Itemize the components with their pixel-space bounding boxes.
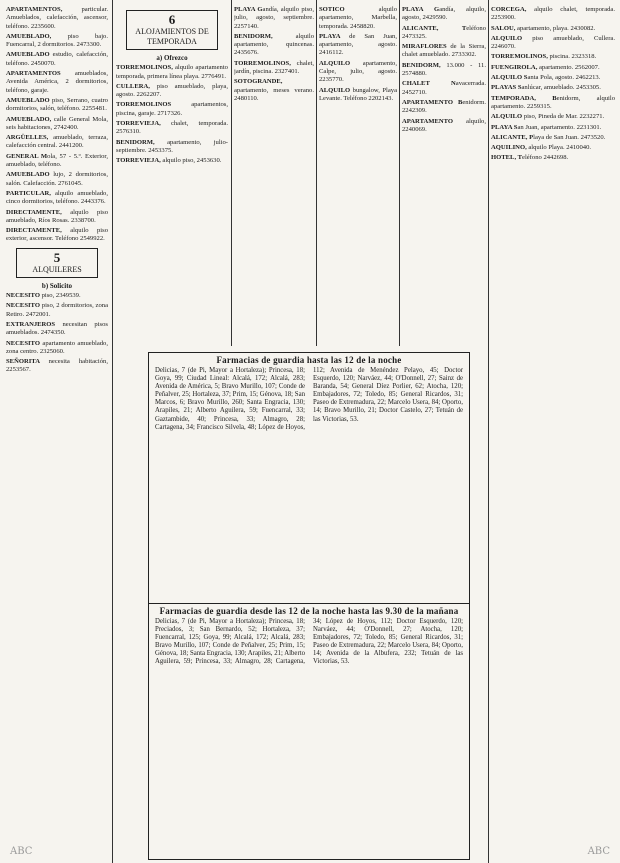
abc-logo: ABC (587, 846, 610, 857)
section-number: 6 (168, 12, 176, 27)
pharmacy-title-morning: Farmacias de guardia desde las 12 de la noche hasta las 9.30 de la mañana (159, 606, 459, 616)
pharmacy-section-night (149, 353, 469, 603)
classified-ad: TORREMOLINOS, alquilo apartamento temporada, primera línea playa. 2776491. (116, 64, 228, 80)
classified-ad: ALQUILO piso, Pineda de Mar. 2232271. (491, 113, 605, 121)
column-rule (399, 0, 400, 346)
column-rule (316, 0, 317, 346)
classified-ad: AMUEBLADO, piso bajo. Fuencarral, 2 dormitorios. 2473300. (6, 32, 108, 49)
column-rule (488, 0, 489, 863)
classified-ad: APARTAMENTOS, particular. Amueblados, calefacción, ascensor, teléfono. 2235600. (6, 6, 108, 30)
classified-ad: ALQUILO apartamento, Calpe, julio, agosto. 2235770. (319, 59, 397, 84)
classified-ad: ALQUILO bungalow, Playa Levante. Teléfono 2202143. (319, 86, 397, 102)
classified-ad: GENERAL Mola, 57 - 5.º. Exterior, amueblado, teléfono. (6, 152, 108, 169)
classified-ad: BENIDORM, apartamento, julio-septiembre. 2453375. (116, 138, 228, 154)
classified-ad: ALICANTE, Playa de San Juan. 2473520. (491, 133, 606, 141)
classified-ad: FUENGIROLA, apartamento. 2562007. (491, 63, 600, 71)
classified-ad: PLAYAS Sanlúcar, amueblado. 2453305. (491, 84, 601, 92)
classified-ad: AQUILINO, alquilo Playa. 2410040. (491, 144, 592, 152)
classified-ad: NECESITO piso, 2349539. (6, 292, 81, 300)
classified-ad: TORREMOLINOS apartamentos, piscina, garaje. 2717326. (116, 101, 228, 117)
classified-ad: APARTAMENTO Benidorm. 2242309. (402, 98, 486, 115)
classified-ad: ALQUILO piso amueblado, Cullera. 2246070. (491, 34, 615, 51)
classified-ad: AMUEBLADO lujo, 2 dormitorios, salón. Calefacción. 2761045. (6, 171, 108, 187)
classified-ad: PLAYA Gandía, alquilo piso, julio, agosto, septiembre. 2257140. (234, 6, 314, 30)
classified-ad: AMUEBLADO estudio, calefacción, teléfono. 2450070. (6, 51, 108, 67)
classified-ad: TORREMOLINOS, piscina. 2323318. (491, 53, 597, 61)
classified-ad: NECESITO piso, 2 dormitorios, zona Retiro. 2472001. (6, 302, 108, 318)
classified-ad: MIRAFLORES de la Sierra, chalet amueblado. 2733302. (402, 43, 486, 59)
classified-ad: APARTAMENTO alquilo, 2240069. (402, 117, 486, 133)
classified-ad: APARTAMENTOS amueblados, Avenida América, 2 dormitorios, teléfono, garaje. (6, 70, 108, 94)
classified-ad: AMUEBLADO piso, Serrano, cuatro dormitorios, salón, teléfono. 2255481. (6, 96, 108, 113)
classified-ad: HOTEL, Teléfono 2442698. (491, 154, 569, 162)
pharmacy-section-morning (149, 603, 469, 667)
section-title: ALOJAMIENTOS DE TEMPORADA (135, 27, 209, 46)
pharmacy-list-night: Delicias, 7 (de Pi, Mayor a Hortaleza); Princesa, 18; Goya, 99; Ciudad Lineal: Alcalá, 172; Alcalá, 283; Avenida de América, 5; Bravo Murillo, 107; Conde de Peñalver, 25; Hortaleza, 37; Prim, 15; Génova, 18; San Marcos, 6; Bravo Murillo, 260; Santa Engracia, 130; Arapiles, 21; Alberto Aguilera, 59; Fuencarral, 33; Gaztambide, 40; Princesa, 33; Almagro, 28; Cartagena, 34; Francisco Silvela, 48; López de Hoyos, 112; Avenida de Menéndez Pelayo, 45; Doctor Esquerdo, 120; Narváez, 44; O'Donnell, 27; Sainz de Baranda, 54; General Díez Porlier, 62; Atocha, 120; Embajadores, 72; Toledo, 85; General Ricardos, 31; Paseo de Extremadura, 22; Marcelo Usera, 84; Oporto, 14; Bravo Murillo, 21; Doctor Castelo, 27; Tetuán de las Victorias, 53. (155, 367, 463, 431)
classified-ad: AMUEBLADO, calle General Mola, seis habitaciones, 2742400. (6, 115, 108, 131)
column-5 (402, 6, 486, 346)
classified-ad: TORREVIEJA, chalet, temporada. 2576310. (116, 120, 228, 136)
section-box-alquileres (16, 248, 98, 278)
subheading: a) Ofrezco (156, 54, 188, 62)
column-3 (234, 6, 314, 346)
classified-ad: SEÑORITA necesita habitación, 2253567. (6, 358, 108, 374)
classified-ad: DIRECTAMENTE, alquilo piso exterior, ascensor. Teléfono 2549922. (6, 227, 108, 243)
classified-ad: TORREVIEJA, alquilo piso, 2453630. (116, 157, 222, 165)
pharmacy-title-night: Farmacias de guardia hasta las 12 de la noche (216, 355, 402, 365)
subheading: b) Solicito (41, 281, 73, 290)
column-4 (319, 6, 397, 346)
classified-ad: PLAYA Gandía, alquilo, agosto, 2429590. (402, 6, 486, 22)
classified-ad: CHALET Navacerrada. 2452710. (402, 80, 486, 96)
classified-ad: DIRECTAMENTE, alquilo piso amueblado, Ríos Rosas. 2338700. (6, 208, 108, 224)
classified-ad: PLAYA de San Juan, apartamento, agosto. 2416112. (319, 32, 397, 57)
classified-ad: EXTRANJEROS necesitan pisos amueblados. 2474350. (6, 320, 108, 337)
pharmacy-box (148, 352, 470, 860)
classified-ad: BENIDORM, 13.000 - 11. 2574880. (402, 61, 486, 78)
classified-ad: TEMPORADA, Benidorm, alquilo apartamento. 2259315. (491, 94, 615, 110)
classified-ad: SOTOGRANDE, apartamento, meses verano. 2480110. (234, 78, 314, 102)
classified-ad: CULLERA, piso amueblado, playa, agosto. 2262207. (116, 82, 228, 99)
classified-ad: BENIDORM, alquilo apartamento, quincenas. 2435676. (234, 32, 314, 57)
classified-ad: ARGÜELLES, amueblado, terraza, calefacción central. 2441200. (6, 134, 108, 150)
classified-ad: SALOU, apartamento, playa. 2430082. (491, 24, 596, 32)
classified-ad: SOTICO alquilo apartamento, Marbella, temporada. 2458820. (319, 6, 397, 30)
classified-ad: TORREMOLINOS, chalet, jardín, piscina. 2327401. (234, 59, 314, 76)
column-rule (231, 0, 232, 346)
column-2 (116, 6, 228, 346)
pharmacy-list-morning: Delicias, 7 (de Pi, Mayor a Hortaleza); Princesa, 18; Preciados, 3; San Bernardo, 52; Hortaleza, 37; Fuencarral, 125; Goya, 99; Alcalá, 172; Alcalá, 283; Bravo Murillo, 107; Conde de Peñalver, 25; Prim, 15; Génova, 18; Santa Engracia, 130; Arapiles, 21; Alberto Aguilera, 59; Princesa, 33; Almagro, 28; Cartagena, 34; López de Hoyos, 112; Doctor Esquerdo, 120; Narváez, 44; O'Donnell, 27; Atocha, 120; Embajadores, 72; Toledo, 85; General Ricardos, 31; Paseo de Extremadura, 22; Marcelo Usera, 84; Oporto, 14; Avenida de la Albufera, 232; Tetuán de las Victorias, 53. (155, 618, 463, 666)
section-number: 5 (53, 249, 61, 265)
abc-logo: ABC (10, 846, 33, 857)
section-title: ALQUILERES (32, 264, 82, 274)
classified-ad: PLAYA San Juan, apartamento. 2231301. (491, 123, 602, 131)
classified-ad: PARTICULAR, alquilo amueblado, cinco dormitorios, teléfono. 2443376. (6, 189, 108, 206)
classified-ad: CORCEGA, alquilo chalet, temporada. 2253900. (491, 6, 615, 22)
classified-ad: NECESITO apartamento amueblado, zona centro. 2325060. (6, 339, 108, 355)
column-rule (112, 0, 113, 863)
classified-ad: ALICANTE, Teléfono 2473325. (402, 24, 486, 40)
section-box-alojamientos (126, 10, 218, 50)
column-6 (491, 6, 615, 856)
column-1 (6, 6, 108, 856)
classified-ad: ALQUILO Santa Pola, agosto. 2462213. (491, 74, 601, 82)
